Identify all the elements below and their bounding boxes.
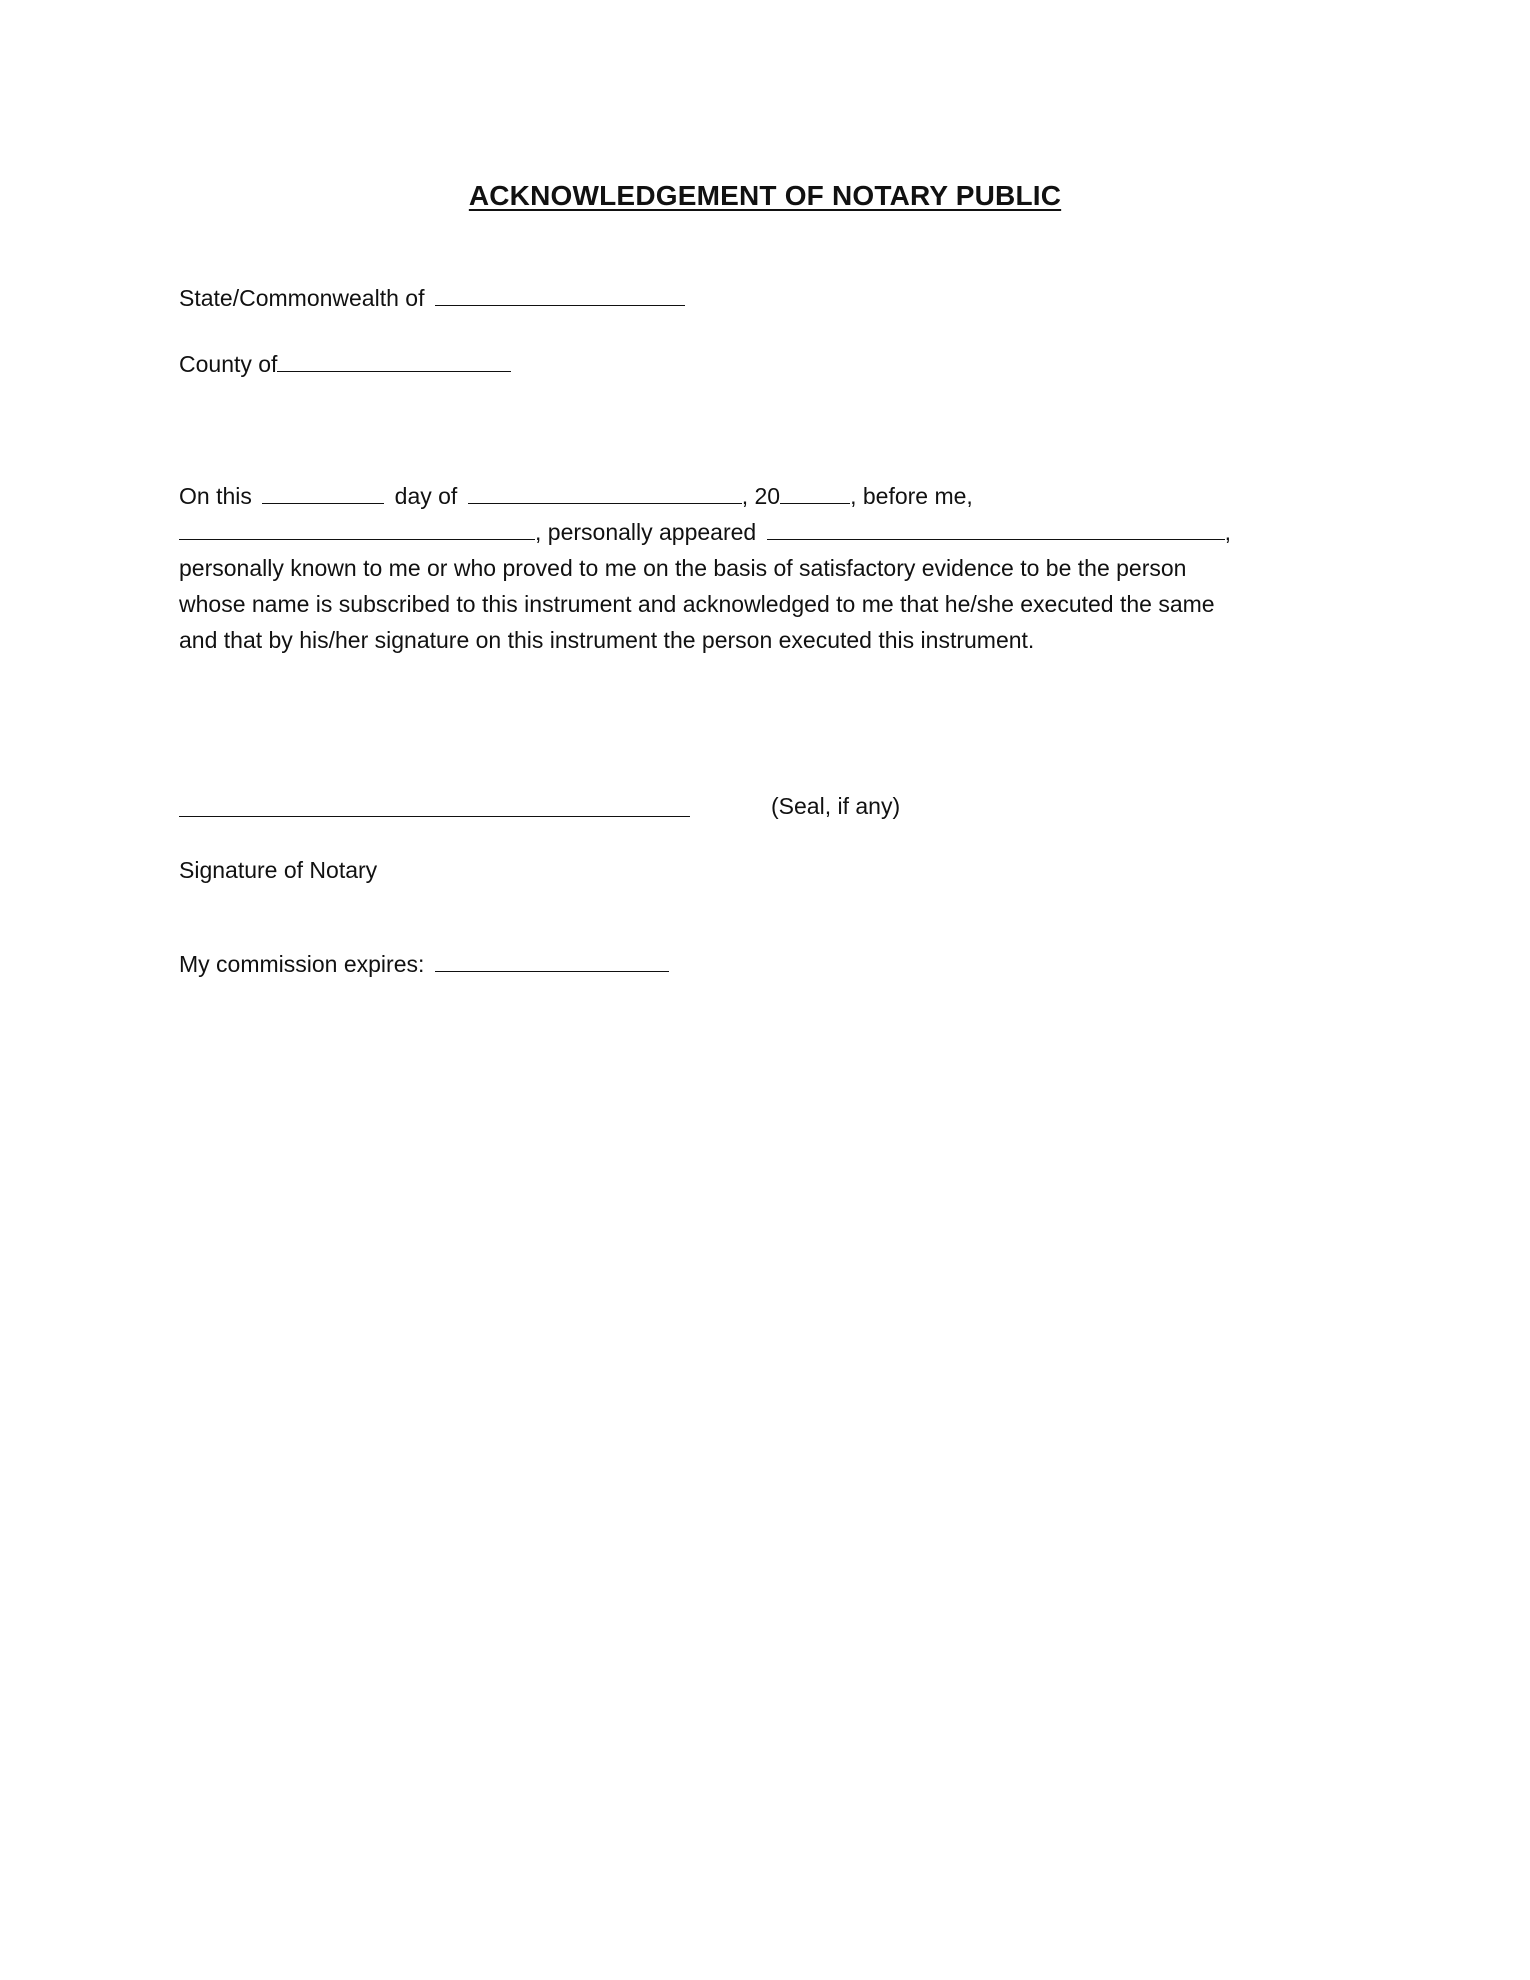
year-prefix-text: , 20: [741, 483, 781, 509]
acknowledgement-row-2: [179, 514, 1339, 550]
acknowledgement-paragraph: [179, 478, 1339, 658]
state-label: State/Commonwealth of: [179, 285, 425, 311]
acknowledgement-row-5: and that by his/her signature on this instrument the person executed this instrument.: [179, 627, 1035, 653]
on-this-text: On this: [179, 483, 252, 509]
commission-line: [179, 946, 669, 982]
state-blank[interactable]: [435, 283, 685, 306]
notary-name-blank[interactable]: [179, 517, 535, 540]
county-blank[interactable]: [277, 349, 511, 372]
month-blank[interactable]: [468, 481, 742, 504]
seal-label: (Seal, if any): [771, 793, 901, 819]
year-blank[interactable]: [780, 481, 850, 504]
commission-expiry-blank[interactable]: [435, 949, 669, 972]
trailing-comma-text: ,: [1224, 519, 1231, 545]
acknowledgement-row-3: personally known to me or who proved to me on the basis of satisfactory evidence to be the person: [179, 555, 1187, 581]
page-title: ACKNOWLEDGEMENT OF NOTARY PUBLIC: [468, 180, 1062, 211]
day-of-text: day of: [394, 483, 458, 509]
notary-signature-line[interactable]: [179, 816, 690, 817]
acknowledgement-row-4: whose name is subscribed to this instrument and acknowledged to me that he/she executed the same: [179, 591, 1215, 617]
county-line: [179, 346, 511, 382]
appearing-person-blank[interactable]: [767, 517, 1225, 540]
day-blank[interactable]: [262, 481, 384, 504]
acknowledgement-row-1: [179, 478, 1339, 514]
commission-label: My commission expires:: [179, 951, 425, 977]
signature-label: Signature of Notary: [179, 857, 378, 883]
before-me-text: , before me,: [850, 483, 973, 509]
county-label: County of: [179, 351, 278, 377]
state-line: [179, 280, 685, 316]
personally-appeared-text: , personally appeared: [535, 519, 757, 545]
